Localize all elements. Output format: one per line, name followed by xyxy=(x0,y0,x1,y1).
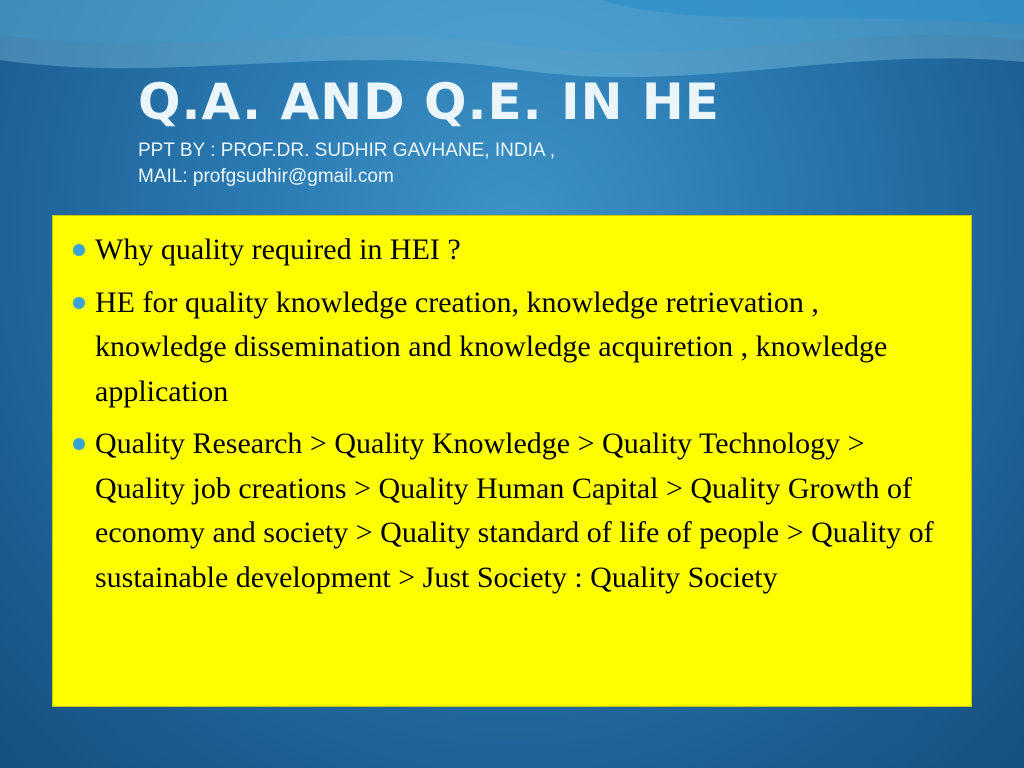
bullet-item xyxy=(73,228,957,273)
bullet-text: Quality Research > Quality Knowledge > Quality Technology > Quality job creations > Quality Human Capital > Quality Growth of economy and society > Quality standard of life of people > Quality of sustainable development > Just Society : Quality Society xyxy=(95,427,934,594)
slide-title: Q.A. AND Q.E. IN HE xyxy=(138,73,720,131)
bullet-dot-icon xyxy=(73,297,85,309)
slide-subtitle xyxy=(138,138,998,190)
bullet-item xyxy=(73,422,957,600)
slide-header xyxy=(138,74,998,190)
email-line: MAIL: profgsudhir@gmail.com xyxy=(138,166,394,187)
bullet-dot-icon xyxy=(73,438,85,450)
bullet-list xyxy=(73,228,957,600)
content-box xyxy=(52,215,972,707)
bullet-dot-icon xyxy=(73,244,85,256)
author-line: PPT BY : PROF.DR. SUDHIR GAVHANE, INDIA , xyxy=(138,140,556,161)
bullet-text: Why quality required in HEI ? xyxy=(95,233,461,266)
bullet-item xyxy=(73,281,957,415)
bullet-text: HE for quality knowledge creation, knowledge retrievation , knowledge dissemination and knowledge acquiretion , knowledge application xyxy=(95,285,888,408)
